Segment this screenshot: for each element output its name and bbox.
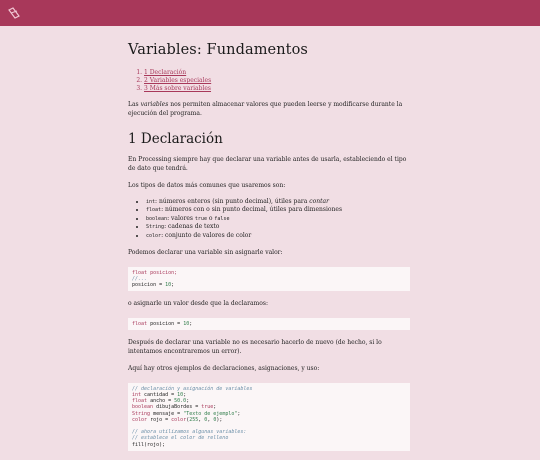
- code-block-assign: float posicion = 10;: [128, 318, 410, 330]
- code-block-examples: // declaración y asignación de variables int cantidad = 10; float ancho = 50.0; boolean dibujaBordes = true; String mensaje = "Texto de ejemplo"; color rojo = color(255, 0, 0); // ahora utilizamos algunas variables: // establece el color de relleno fill(rojo);: [128, 383, 410, 451]
- list-item: • color: conjunto de valores de color: [146, 232, 410, 240]
- toc-link-declaracion[interactable]: 1 Declaración: [144, 69, 187, 76]
- intro-paragraph: Las variables nos permiten almacenar valores que pueden leerse y modificarse durante la ejecución del programa.: [128, 101, 403, 117]
- list-item: • int: números enteros (sin punto decimal), útiles para contar: [146, 198, 410, 206]
- top-bar: [0, 0, 540, 26]
- code-line: posicion = 10;: [132, 282, 175, 288]
- paragraph-declare: En Processing siempre hay que declarar una variable antes de usarla, estableciendo el tipo de dato que tendrá.: [128, 156, 407, 172]
- pencil-logo-icon[interactable]: [8, 7, 20, 19]
- paragraph-no-redeclare: Después de declarar una variable no es necesario hacerlo de nuevo (de hecho, si lo intentamos encontraremos un error).: [128, 339, 382, 355]
- types-list: [128, 198, 410, 240]
- main-content: [128, 42, 410, 460]
- toc-item[interactable]: [144, 85, 410, 93]
- paragraph-types-intro: Los tipos de datos más comunes que usaremos son:: [128, 182, 286, 190]
- paragraph-declare-no-value: Podemos declarar una variable sin asignarle valor:: [128, 249, 283, 256]
- toc-link-variables-especiales[interactable]: 2 Variables especiales: [144, 77, 212, 84]
- section-title-declaracion: 1 Declaración: [128, 131, 223, 148]
- list-item: • boolean: valores true o false: [146, 215, 410, 223]
- paragraph-assign: o asignarle un valor desde que la declaramos:: [128, 300, 268, 308]
- list-item: • String: cadenas de texto: [146, 223, 410, 231]
- paragraph-examples: Aquí hay otros ejemplos de declaraciones, asignaciones, y uso:: [128, 365, 320, 373]
- code-line: float posicion;: [132, 269, 178, 276]
- toc-link-mas-sobre-variables[interactable]: 3 Más sobre variables: [144, 85, 212, 92]
- code-line: //...: [132, 275, 148, 282]
- list-item: • float: números con o sin punto decimal, útiles para dimensiones: [146, 206, 410, 214]
- page-title: Variables: Fundamentos: [128, 42, 308, 58]
- toc-item[interactable]: [144, 69, 410, 77]
- code-block-declare: [128, 267, 410, 292]
- toc-item[interactable]: [144, 77, 410, 85]
- table-of-contents: [128, 69, 410, 93]
